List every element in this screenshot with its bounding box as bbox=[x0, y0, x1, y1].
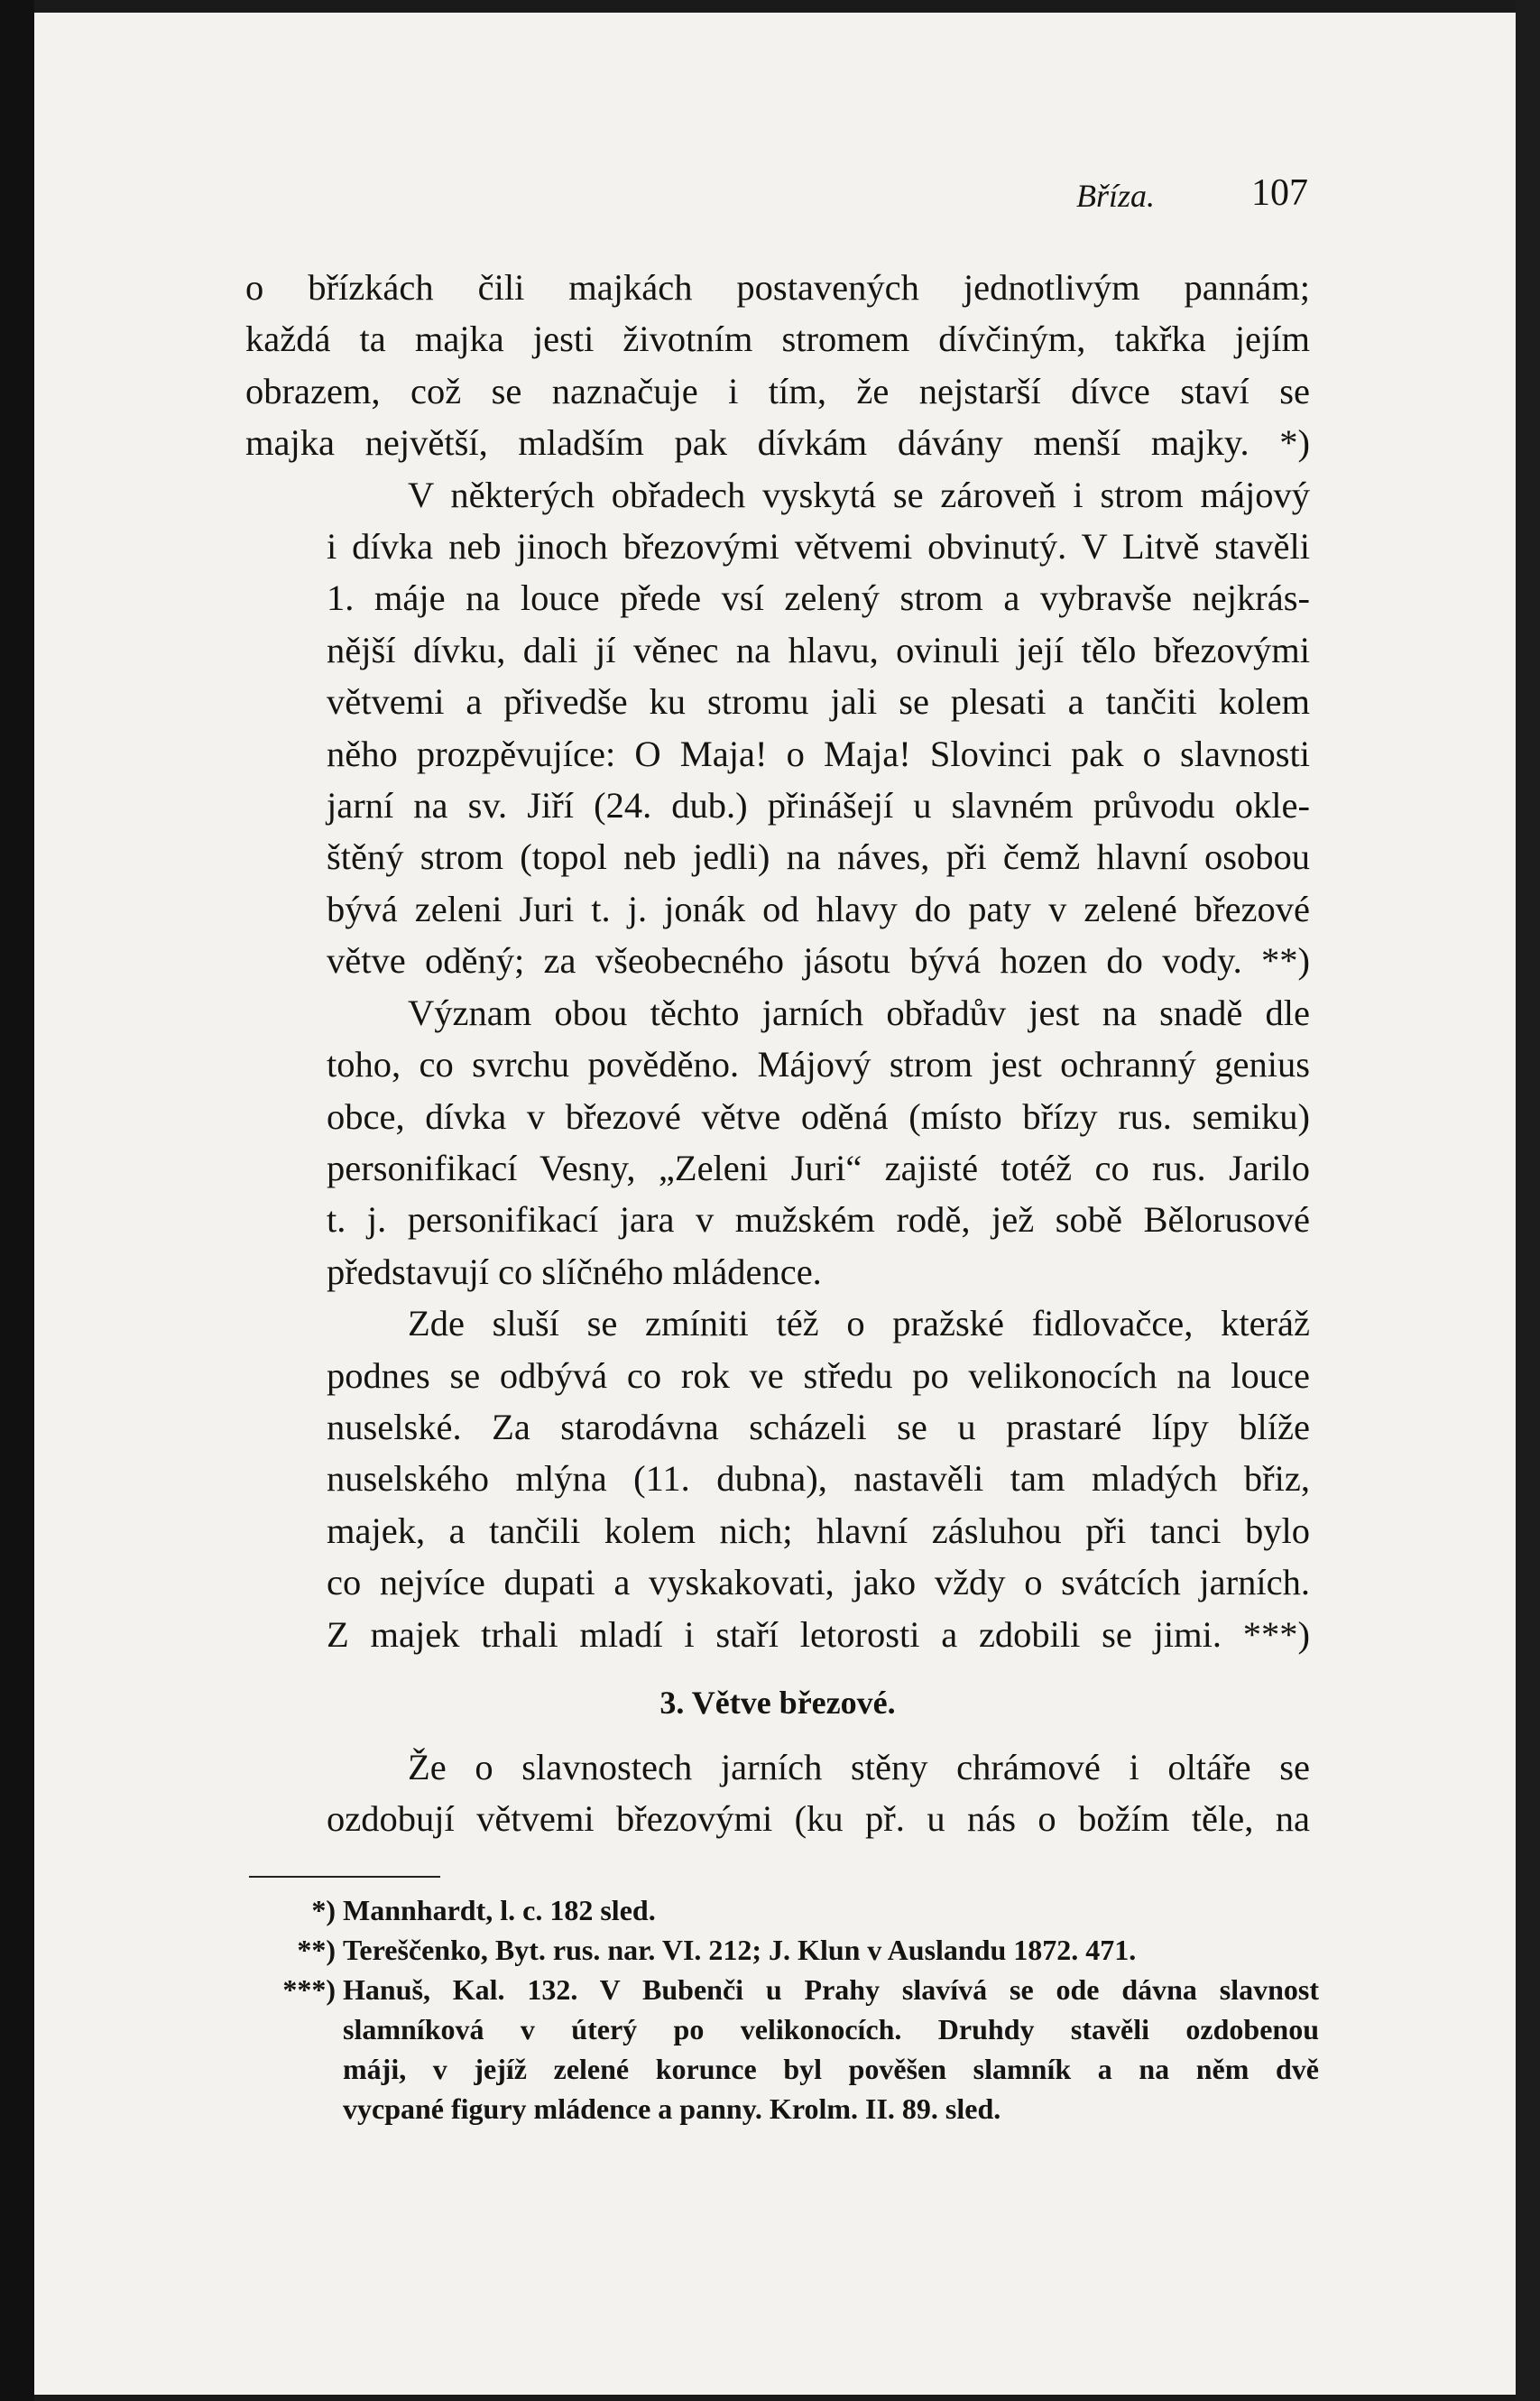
running-head: Bříza. bbox=[1075, 178, 1155, 214]
text-line: 1. máje na louce přede vsí zelený strom a vybravše nejkrás- bbox=[327, 577, 1310, 619]
footnote-3 bbox=[245, 1970, 1319, 2129]
footnote-mark: *) bbox=[311, 1894, 336, 1926]
scan-edge-right bbox=[1516, 0, 1540, 2401]
text-line: větve oděný; za všeobecného jásotu bývá hozen do vody. **) bbox=[327, 940, 1310, 982]
text-line: jarní na sv. Jiří (24. dub.) přinášejí u slavném průvodu okle- bbox=[327, 785, 1310, 826]
text-line: podnes se odbývá co rok ve středu po velikonocích na louce bbox=[327, 1354, 1310, 1396]
footnote-line: vycpané figury mládence a panny. Krolm. II. 89. sled. bbox=[343, 2092, 1001, 2125]
footnote-2 bbox=[245, 1930, 1319, 1970]
footnote-line: Mannhardt, l. c. 182 sled. bbox=[343, 1894, 656, 1926]
paragraph-4 bbox=[245, 1297, 1310, 1660]
text-line: nější dívku, dali jí věnec na hlavu, ovinuli její tělo březovými bbox=[327, 629, 1310, 670]
text-line: představují co slíčného mládence. bbox=[327, 1251, 822, 1292]
text-line: o břízkách čili majkách postavených jednotlivým pannám; bbox=[245, 267, 1310, 308]
page-body bbox=[245, 262, 1310, 1845]
page-header bbox=[244, 171, 1308, 226]
footnote-line: Hanuš, Kal. 132. V Bubenči u Prahy slavívá se ode dávna slavnost bbox=[343, 1973, 1319, 2006]
text-line: toho, co svrchu pověděno. Májový strom jest ochranný genius bbox=[327, 1044, 1310, 1085]
text-line: t. j. personifikací jara v mužském rodě, jež sobě Bělorusové bbox=[327, 1199, 1310, 1241]
text-line: štěný strom (topol neb jedli) na náves, při čemž hlavní osobou bbox=[327, 836, 1310, 878]
paragraph-1 bbox=[245, 262, 1310, 469]
text-line: co nejvíce dupati a vyskakovati, jako vždy o svátcích jarních. bbox=[327, 1562, 1310, 1603]
footnote-mark: **) bbox=[297, 1934, 336, 1966]
text-line: Z majek trhali mladí i staří letorosti a zdobili se jimi. ***) bbox=[327, 1613, 1310, 1655]
text-line: majek, a tančili kolem nich; hlavní zásluhou při tanci bylo bbox=[327, 1510, 1310, 1551]
footnote-1 bbox=[245, 1890, 1319, 1930]
text-line: personifikací Vesny, „Zeleni Juri“ zajisté totéž co rus. Jarilo bbox=[327, 1147, 1310, 1188]
text-line: něho prozpěvujíce: O Maja! o Maja! Slovinci pak o slavnosti bbox=[327, 733, 1310, 774]
text-line: obce, dívka v březové větve oděná (místo břízy rus. semiku) bbox=[327, 1095, 1310, 1137]
text-line: Zde sluší se zmíniti též o pražské fidlovačce, kteráž bbox=[408, 1303, 1310, 1344]
footnote-line: slamníková v úterý po velikonocích. Druhdy stavěli ozdobenou bbox=[343, 2013, 1319, 2045]
scan-edge-left bbox=[0, 0, 34, 2401]
text-line: V některých obřadech vyskytá se zároveň i strom májový bbox=[408, 474, 1310, 515]
footnote-line: Tereščenko, Byt. rus. nar. VI. 212; J. Klun v Auslandu 1872. 471. bbox=[343, 1934, 1137, 1966]
paragraph-3 bbox=[245, 987, 1310, 1297]
text-line: Význam obou těchto jarních obřadův jest na snadě dle bbox=[408, 992, 1310, 1033]
text-line: i dívka neb jinoch březovými větvemi obvinutý. V Litvě stavěli bbox=[327, 526, 1310, 568]
paragraph-5 bbox=[245, 1741, 1310, 1845]
text-line: bývá zeleni Juri t. j. jonák od hlavy do paty v zelené březové bbox=[327, 888, 1310, 929]
page-number: 107 bbox=[1251, 172, 1308, 214]
text-line: majka největší, mladším pak dívkám dávány menší majky. *) bbox=[245, 422, 1310, 464]
footnote-line: máji, v jejíž zelené korunce byl pověšen slamník a na něm dvě bbox=[343, 2053, 1319, 2085]
text-line: Že o slavnostech jarních stěny chrámové i oltáře se bbox=[408, 1746, 1310, 1787]
paragraph-2 bbox=[245, 469, 1310, 987]
text-line: nuselského mlýna (11. dubna), nastavěli tam mladých břiz, bbox=[327, 1458, 1310, 1500]
footnote-mark: ***) bbox=[282, 1973, 336, 2006]
text-line: nuselské. Za starodávna scházeli se u prastaré lípy blíže bbox=[327, 1406, 1310, 1447]
text-line: každá ta majka jesti životním stromem dívčiným, takřka jejím bbox=[245, 319, 1310, 360]
footnote-divider bbox=[249, 1876, 440, 1878]
text-line: větvemi a přivedše ku stromu jali se plesati a tančiti kolem bbox=[327, 681, 1310, 723]
text-line: ozdobují větvemi březovými (ku př. u nás o božím těle, na bbox=[327, 1798, 1310, 1840]
text-line: obrazem, což se naznačuje i tím, že nejstarší dívce staví se bbox=[245, 370, 1310, 411]
footnotes bbox=[245, 1890, 1319, 2129]
section-title: 3. Větve březové. bbox=[659, 1684, 896, 1721]
